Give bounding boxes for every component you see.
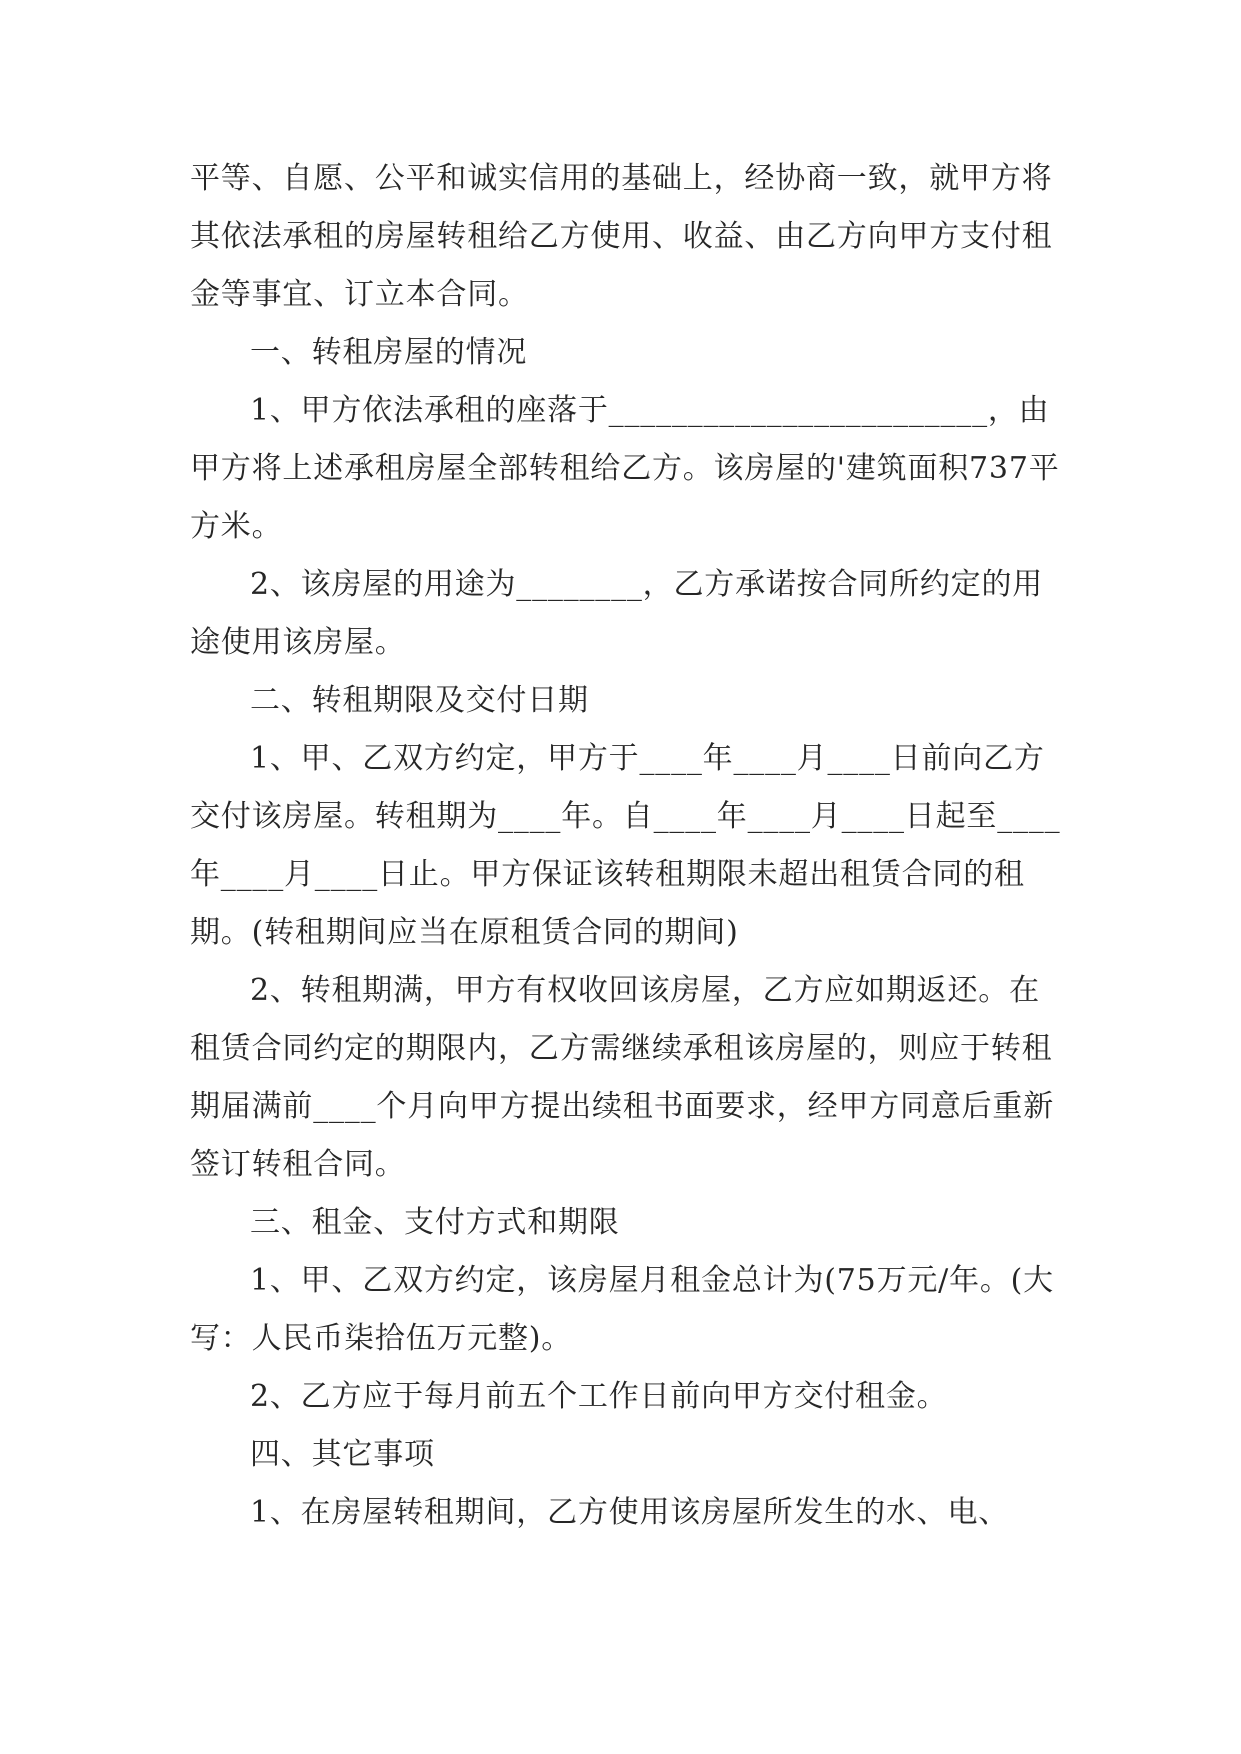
clause-1-2-usage: 2、该房屋的用途为________，乙方承诺按合同所约定的用途使用该房屋。 bbox=[190, 567, 1044, 660]
section-heading-rent-payment: 三、租金、支付方式和期限 bbox=[250, 1205, 620, 1240]
clause-3-1-rent-amount: 1、甲、乙双方约定，该房屋月租金总计为(75万元/年。(大写：人民币柒拾伍万元整)。 bbox=[190, 1263, 1054, 1356]
document-body bbox=[190, 150, 1070, 1542]
clause-2-1-delivery-date: 1、甲、乙双方约定，甲方于____年____月____日前向乙方交付该房屋。转租期为____年。自____年____月____日起至____年____月____日止。甲方保证该转租期限未超出租赁合同的租期。(转租期间应当在原租赁合同的期间) bbox=[190, 741, 1061, 950]
intro-paragraph: 平等、自愿、公平和诚实信用的基础上，经协商一致，就甲方将其依法承租的房屋转租给乙方使用、收益、由乙方向甲方支付租金等事宜、订立本合同。 bbox=[190, 161, 1053, 312]
clause-2-2-expiry-renewal: 2、转租期满，甲方有权收回该房屋，乙方应如期返还。在租赁合同约定的期限内，乙方需继续承租该房屋的，则应于转租期届满前____个月向甲方提出续租书面要求，经甲方同意后重新签订转租合同。 bbox=[190, 973, 1054, 1182]
clause-1-1-location: 1、甲方依法承租的座落于________________________，由甲方将上述承租房屋全部转租给乙方。该房屋的'建筑面积737平方米。 bbox=[190, 393, 1060, 544]
section-heading-sublease-premises: 一、转租房屋的情况 bbox=[250, 335, 528, 370]
section-heading-term-delivery: 二、转租期限及交付日期 bbox=[250, 683, 589, 718]
clause-4-1-utilities: 1、在房屋转租期间，乙方使用该房屋所发生的水、电、 bbox=[250, 1495, 1010, 1530]
clause-3-2-payment-deadline: 2、乙方应于每月前五个工作日前向甲方交付租金。 bbox=[250, 1379, 948, 1414]
section-heading-other-matters: 四、其它事项 bbox=[250, 1437, 435, 1472]
